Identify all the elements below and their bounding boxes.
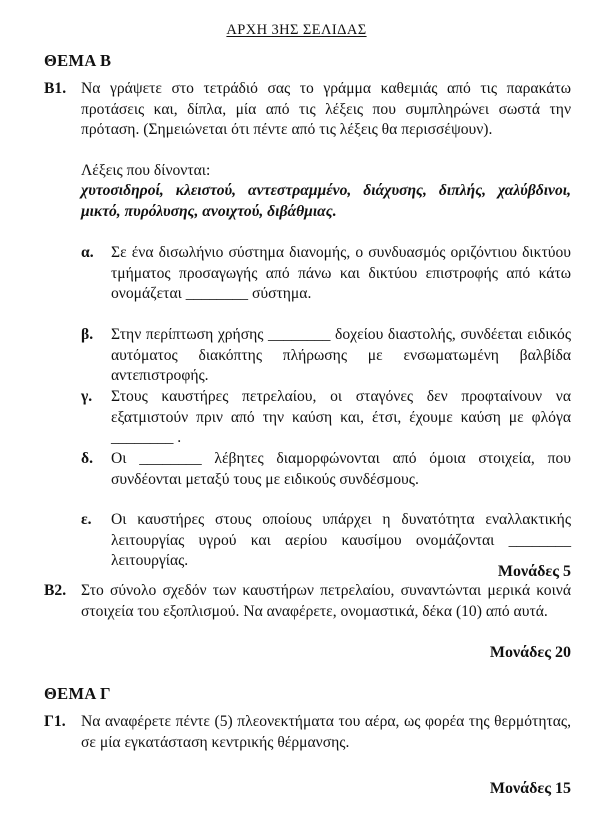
points-b2: Μονάδες 20 — [489, 644, 571, 661]
question-number-c1: Γ1. — [44, 713, 66, 730]
question-number-b2: Β2. — [44, 582, 67, 599]
question-text-c1: Να αναφέρετε πέντε (5) πλεονεκτήματα του αέρα, ως φορέα της θερμότητας, σε μία εγκατάσταση κεντρικής θέρμανσης. — [81, 713, 571, 751]
page-header — [0, 21, 593, 39]
item-text-e: Οι καυστήρες στους οποίους υπάρχει η δυνατότητα εναλλακτικής λειτουργίας υγρού και αερίου καυσίμου ονομάζονται ________ λειτουργίας. — [111, 511, 571, 569]
item-label-d: δ. — [81, 450, 93, 467]
points-b1: Μονάδες 5 — [497, 563, 571, 580]
item-text-d: Οι ________ λέβητες διαμορφώνονται από όμοια στοιχεία, που συνδέονται μεταξύ τους με ειδικούς συνδέσμους. — [111, 450, 571, 488]
item-label-e: ε. — [81, 511, 92, 528]
item-text-a: Σε ένα δισωλήνιο σύστημα διανομής, ο συνδυασμός οριζόντιου δικτύου τμήματος προσαγωγής από πάνω και δικτύου επιστροφής από κάτω ονομάζεται ________ σύστημα. — [111, 244, 571, 302]
points-c1: Μονάδες 15 — [489, 780, 571, 797]
page-header-text: ΑΡΧΗ 3ΗΣ ΣΕΛΙΔΑΣ — [226, 22, 367, 38]
question-number-b1: Β1. — [44, 80, 67, 97]
section-title-b: ΘΕΜΑ Β — [44, 51, 112, 70]
item-label-c: γ. — [81, 388, 93, 405]
question-text-b1: Να γράψετε στο τετράδιό σας το γράμμα καθεμιάς από τις παρακάτω προτάσεις και, δίπλα, μία από τις λέξεις που συμπληρώνει σωστά την πρόταση. (Σημειώνεται ότι πέντε από τις λέξεις θα περισσέψουν). — [81, 80, 571, 138]
section-title-c: ΘΕΜΑ Γ — [44, 684, 111, 703]
item-label-a: α. — [81, 244, 94, 261]
given-words: χυτοσιδηροί, κλειστού, αντεστραμμένο, διάχυσης, διπλής, χαλύβδινοι, μικτό, πυρόλυσης, ανοιχτού, διβάθμιας. — [81, 182, 571, 220]
question-text-b2: Στο σύνολο σχεδόν των καυστήρων πετρελαίου, συναντώνται μερικά κοινά στοιχεία του εξοπλισμού. Να αναφέρετε, ονομαστικά, δέκα (10) από αυτά. — [81, 582, 571, 620]
item-label-b: β. — [81, 326, 94, 343]
item-text-c: Στους καυστήρες πετρελαίου, οι σταγόνες δεν προφταίνουν να εξατμιστούν πριν από την καύση και, έτσι, έχουμε καύση με φλόγα ________ . — [111, 388, 571, 446]
words-intro: Λέξεις που δίνονται: — [81, 162, 211, 179]
item-text-b: Στην περίπτωση χρήσης ________ δοχείου διαστολής, συνδέεται ειδικός αυτόματος διακόπτης πλήρωσης με ενσωματωμένη βαλβίδα αντεπιστροφής. — [111, 326, 571, 384]
